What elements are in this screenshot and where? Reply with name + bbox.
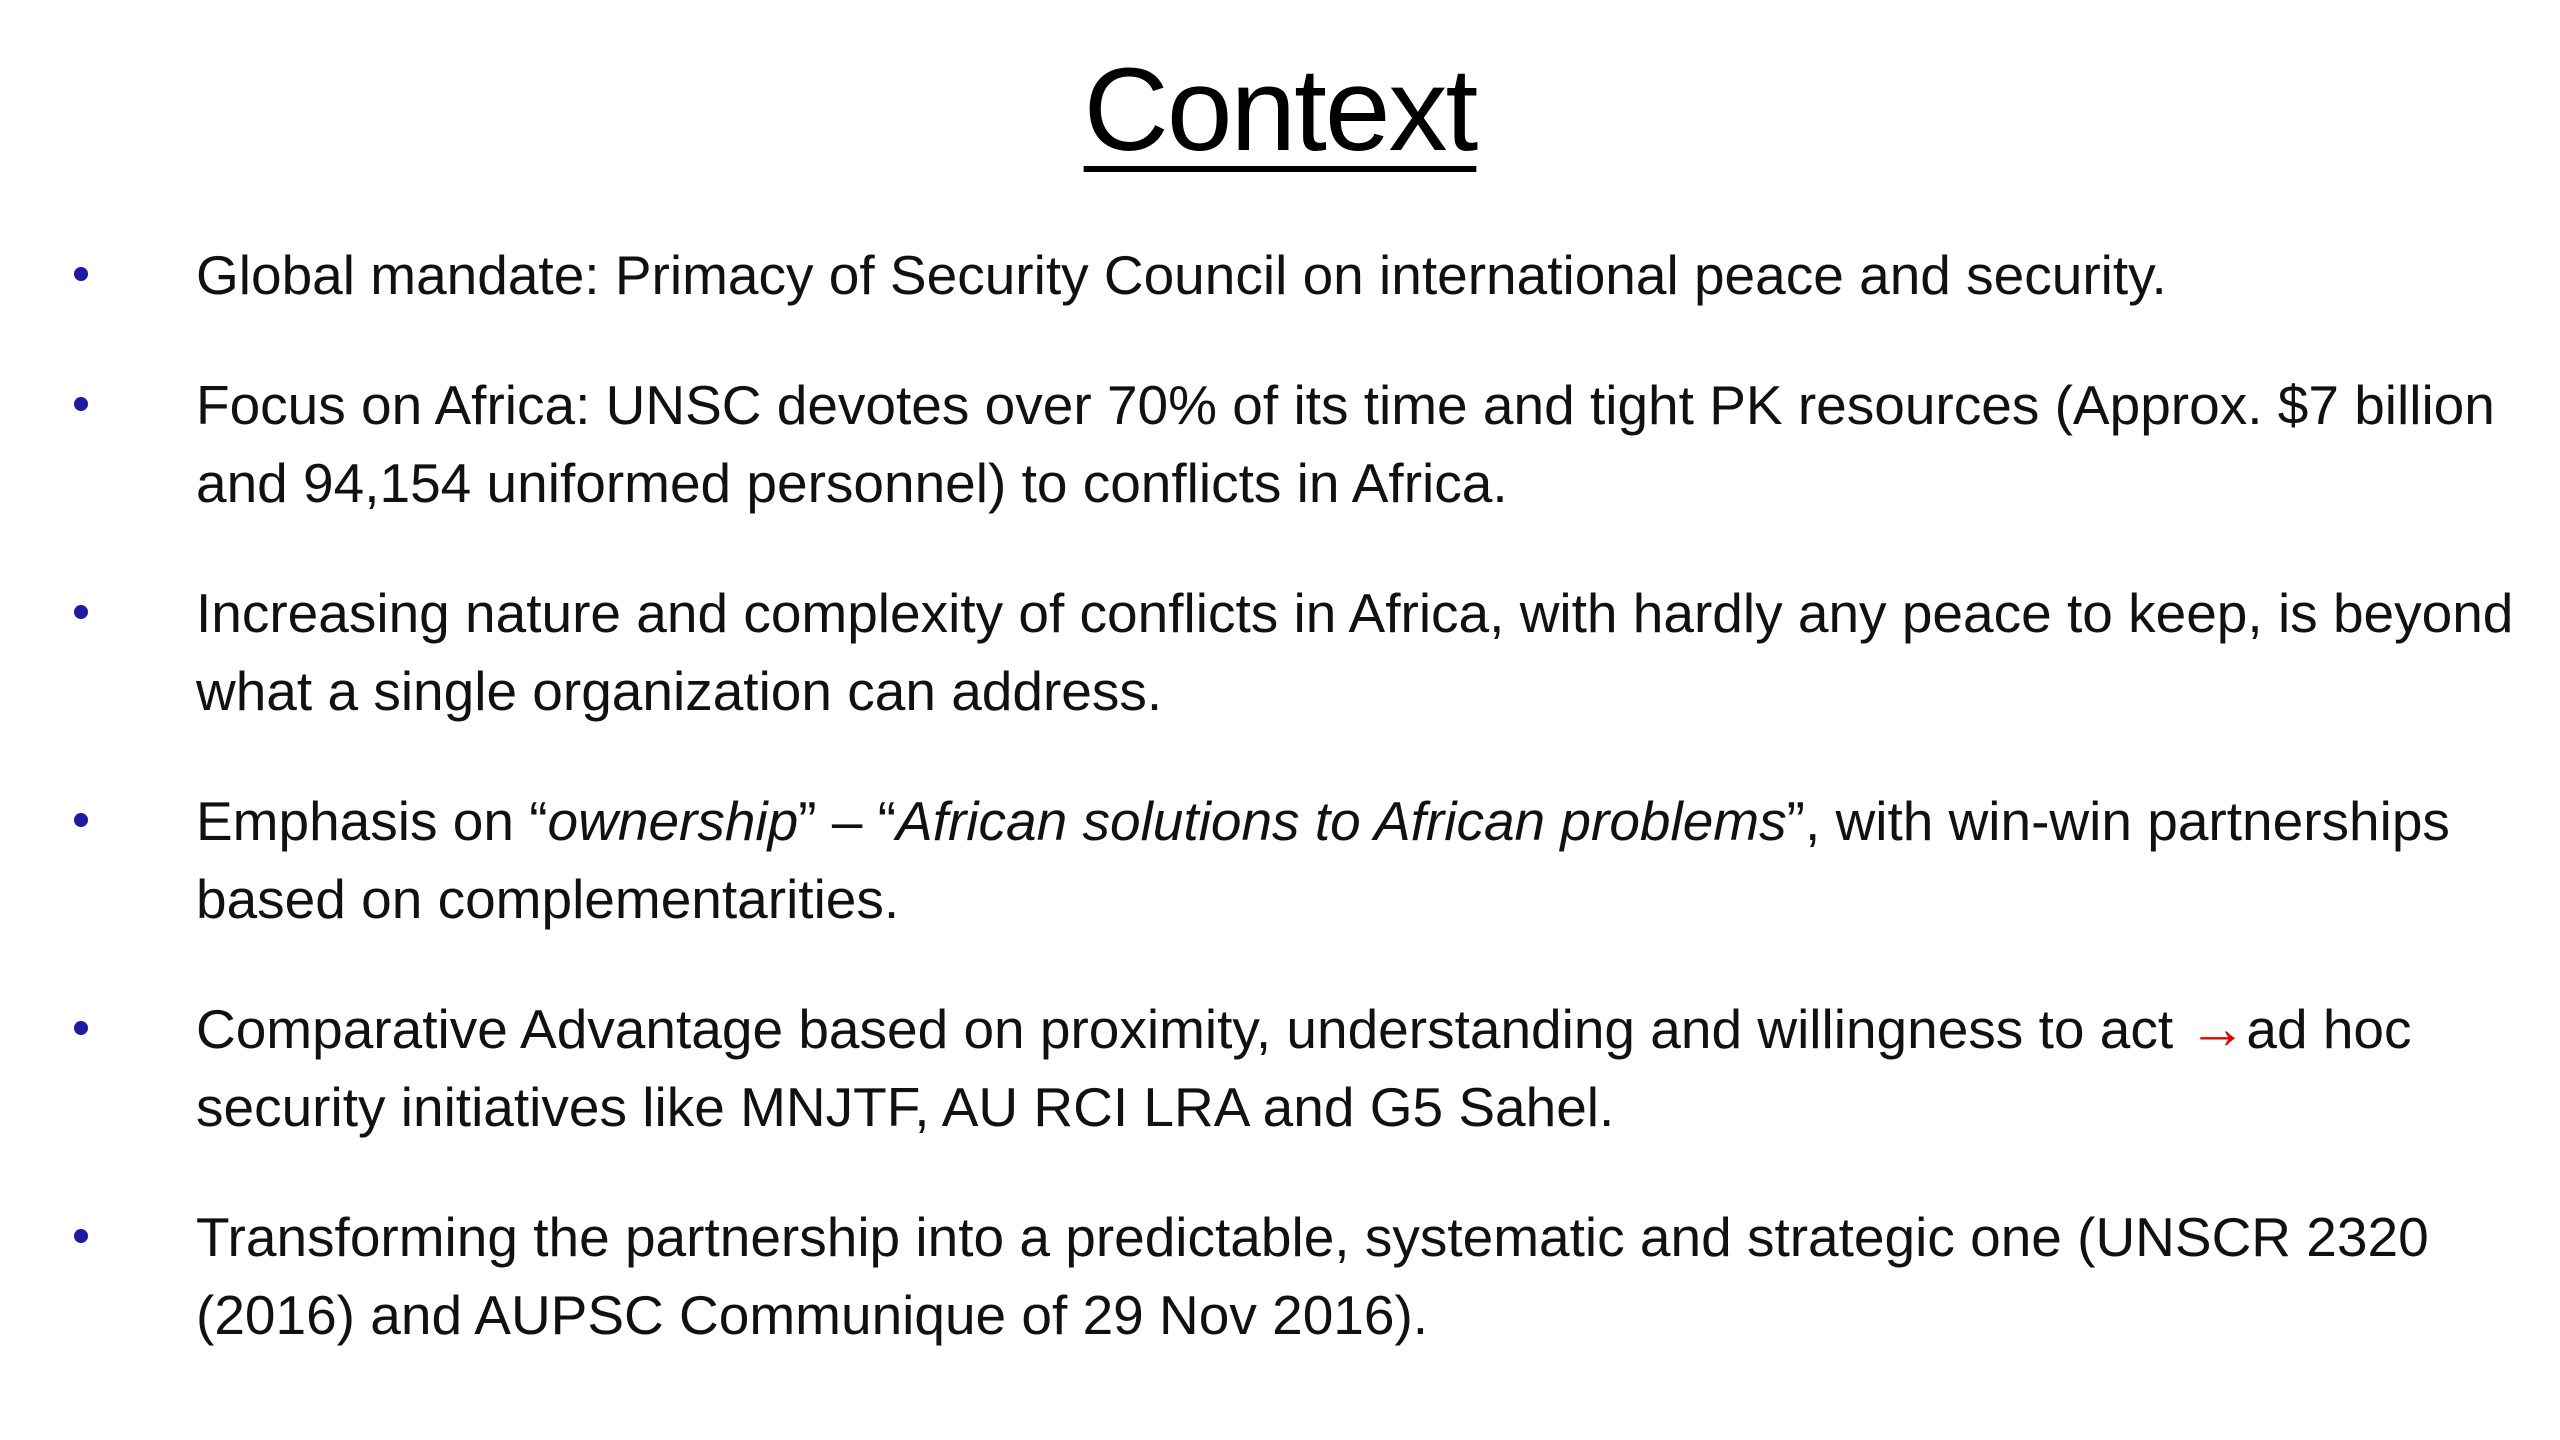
bullet-text-part: ” – “ (798, 790, 897, 852)
bullet-dot-icon (74, 1229, 88, 1243)
bullet-text-part: ”, with win-win partnerships based on complementarities. (196, 790, 2450, 930)
right-arrow-icon: → (2188, 996, 2247, 1061)
bullet-item-transforming-partnership (0, 1198, 2560, 1354)
bullet-text (196, 990, 2526, 1146)
bullet-text: Global mandate: Primacy of Security Council on international peace and security. (196, 244, 2167, 306)
bullet-text: Transforming the partnership into a predictable, systematic and strategic one (UNSCR 2320 (2016) and AUPSC Communique of 29 Nov 2016). (196, 1206, 2429, 1346)
bullet-item-global-mandate (0, 236, 2560, 314)
bullet-text-part: Emphasis on “ (196, 790, 548, 852)
bullet-dot-icon (74, 267, 88, 281)
italic-ownership: ownership (547, 790, 799, 852)
bullet-dot-icon (74, 813, 88, 827)
bullet-list (0, 236, 2560, 1406)
bullet-dot-icon (74, 397, 88, 411)
slide-title-text: Context (1083, 44, 1477, 176)
bullet-item-comparative-advantage (0, 990, 2560, 1146)
bullet-text-part: ad hoc security initiatives like MNJTF, AU RCI LRA and G5 Sahel. (196, 998, 2412, 1138)
bullet-text (196, 782, 2526, 938)
bullet-item-focus-on-africa (0, 366, 2560, 522)
bullet-text: Increasing nature and complexity of conflicts in Africa, with hardly any peace to keep, is beyond what a single organization can address. (196, 582, 2514, 722)
bullet-text-part: Comparative Advantage based on proximity, understanding and willingness to act (196, 998, 2189, 1060)
bullet-item-complexity (0, 574, 2560, 730)
bullet-text: Focus on Africa: UNSC devotes over 70% of its time and tight PK resources (Approx. $7 billion and 94,154 uniformed personnel) to conflicts in Africa. (196, 374, 2495, 514)
bullet-dot-icon (74, 605, 88, 619)
bullet-item-ownership (0, 782, 2560, 938)
slide-title (0, 40, 2560, 180)
italic-african-solutions: African solutions to African problems (896, 790, 1787, 852)
bullet-dot-icon (74, 1021, 88, 1035)
